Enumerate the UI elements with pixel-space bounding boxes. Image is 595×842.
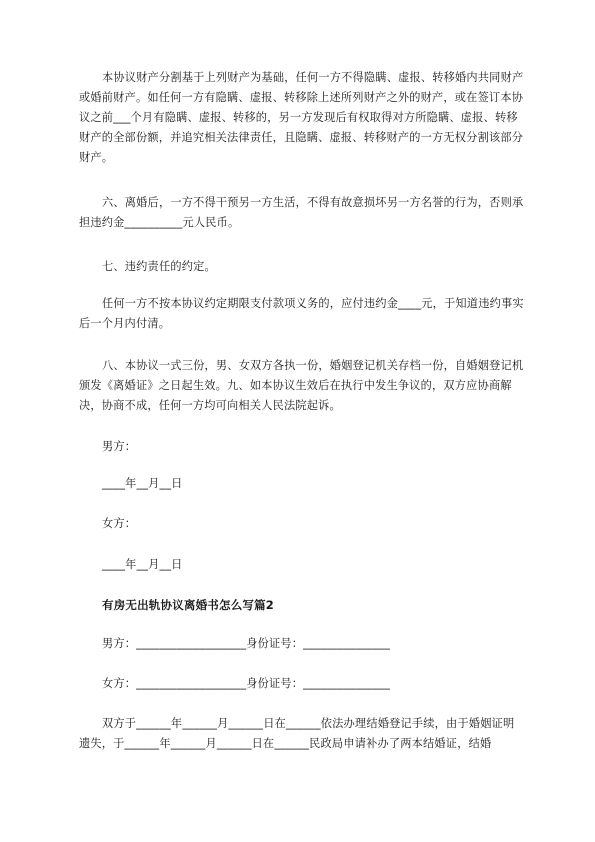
clause-eight-nine-paragraph: 八、本协议一式三份，男、女双方各执一份，婚姻登记机关存档一份，自婚姻登记机颁发《离婚证》之日起生效。九、如本协议生效后在执行中发生争议的，双方应协商解决，协商不成，任何一方均可向相关人民法院起诉。 xyxy=(79,359,524,412)
breach-liability-paragraph: 任何一方不按本协议约定期限支付款项义务的，应付违约金____元，于知道违约事实后一个月内付清。 xyxy=(79,297,524,330)
male-id-line: 男方：___________________身份证号：_______________ xyxy=(102,637,391,650)
marriage-registration-paragraph: 双方于______年______月______日在______依法办理结婚登记手续，由于婚姻证明遗失，于______年______月______日在______民政局申请补办了两本结婚证，结婚 xyxy=(79,717,515,750)
female-signature-label: 女方： xyxy=(102,517,137,530)
male-signature-label: 男方： xyxy=(102,440,137,453)
clause-six-paragraph: 六、离婚后，一方不得干预另一方生活，不得有故意损坏另一方名誉的行为，否则承担违约金__________元人民币。 xyxy=(79,196,524,229)
section-title: 有房无出轨协议离婚书怎么写篇2 xyxy=(102,598,274,612)
female-id-line: 女方：___________________身份证号：_______________ xyxy=(102,677,391,690)
female-date-line: ____年__月__日 xyxy=(102,558,183,571)
male-date-line: ____年__月__日 xyxy=(102,477,183,490)
clause-seven-heading: 七、违约责任的约定。 xyxy=(102,260,216,273)
property-division-paragraph: 本协议财产分割基于上列财产为基础，任何一方不得隐瞒、虚报、转移婚内共同财产或婚前财产。如任何一方有隐瞒、虚报、转移除上述所列财产之外的财产，或在签订本协议之前___个月有隐瞒、虚报、转移的，另一方发现后有权取得对方所隐瞒、虚报、转移财产的全部份额，并追究相关法律责任，且隐瞒、虚报、转移财产的一方无权分割该部分财产。 xyxy=(79,71,524,164)
